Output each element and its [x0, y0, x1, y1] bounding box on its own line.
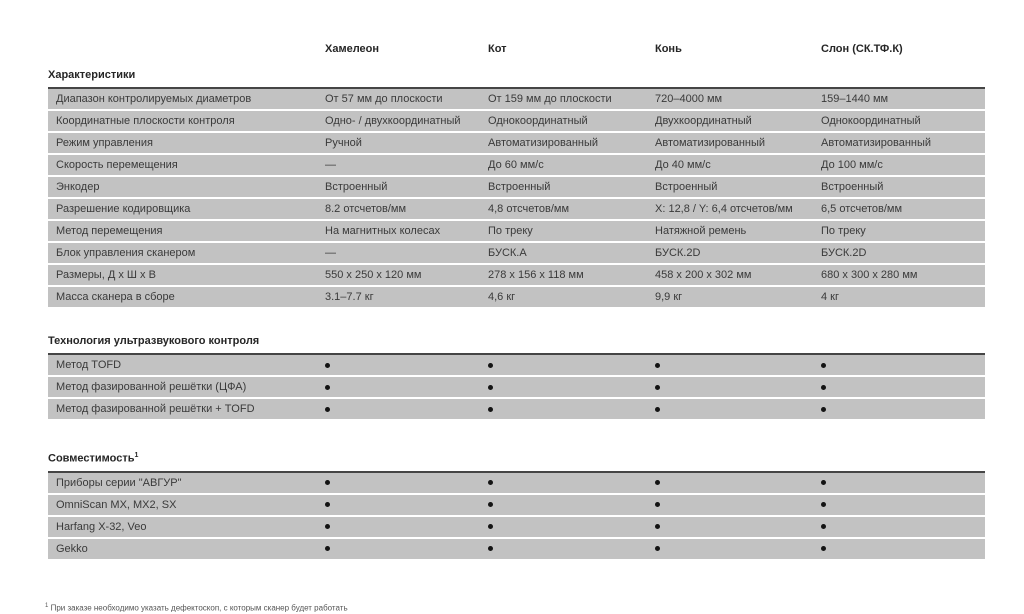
section-title: Технология ультразвукового контроля	[48, 335, 260, 347]
row-label: Размеры, Д х Ш х В	[56, 269, 156, 281]
cell-value	[488, 377, 655, 397]
row-label: OmniScan MX, MX2, SX	[56, 498, 177, 511]
cell-value	[488, 517, 655, 537]
table-row	[48, 89, 985, 109]
row-label: Метод фазированной решётки + TOFD	[56, 403, 255, 415]
cell-value: От 159 мм до плоскости	[488, 93, 612, 105]
cell-value: До 100 мм/с	[821, 159, 883, 171]
section-body	[48, 353, 985, 419]
table-row	[48, 377, 985, 397]
row-label: Gekko	[56, 542, 88, 555]
cell-value: БУСК.2D	[655, 247, 701, 259]
support-dot-icon	[655, 363, 660, 368]
table-row	[48, 473, 985, 493]
support-dot-icon	[821, 502, 826, 507]
cell-value: До 60 мм/с	[488, 159, 544, 171]
cell-value: Однокоординатный	[821, 115, 921, 127]
cell-value: Встроенный	[488, 181, 551, 193]
table-sections	[48, 69, 985, 559]
cell-value: БУСК.2D	[821, 247, 867, 259]
table-row	[48, 133, 985, 153]
table-section	[48, 335, 985, 419]
cell-value	[488, 495, 655, 515]
cell-value	[488, 473, 655, 493]
row-label: Harfang X-32, Veo	[56, 520, 147, 533]
cell-value: Встроенный	[655, 181, 718, 193]
cell-value: По треку	[488, 225, 533, 237]
cell-value: БУСК.А	[488, 247, 527, 259]
cell-value: Автоматизированный	[655, 137, 766, 149]
support-dot-icon	[655, 480, 660, 485]
cell-value	[655, 399, 821, 419]
support-dot-icon	[821, 546, 826, 551]
table-row	[48, 265, 985, 285]
cell-value	[655, 473, 821, 493]
support-dot-icon	[821, 363, 826, 368]
support-dot-icon	[325, 385, 330, 390]
row-label: Метод TOFD	[56, 359, 122, 371]
cell-value: Одно- / двухкоординатный	[325, 115, 461, 127]
footnote	[45, 601, 985, 614]
cell-value: Двухкоординатный	[655, 115, 752, 127]
cell-value: Автоматизированный	[488, 137, 599, 149]
row-label: Координатные плоскости контроля	[56, 115, 235, 127]
row-label: Скорость перемещения	[56, 159, 178, 171]
section-title-footnote-marker: 1	[134, 452, 139, 459]
support-dot-icon	[655, 502, 660, 507]
cell-value	[655, 495, 821, 515]
cell-value	[821, 399, 985, 419]
cell-value	[821, 473, 985, 493]
table-row	[48, 355, 985, 375]
section-body	[48, 471, 985, 559]
support-dot-icon	[325, 546, 330, 551]
section-body	[48, 87, 985, 307]
support-dot-icon	[821, 385, 826, 390]
cell-value: 680 x 300 x 280 мм	[821, 269, 918, 281]
cell-value: Однокоординатный	[488, 115, 588, 127]
cell-value	[821, 517, 985, 537]
product-column-header: Хамелеон	[325, 43, 380, 55]
cell-value	[821, 539, 985, 559]
support-dot-icon	[488, 480, 493, 485]
cell-value	[821, 377, 985, 397]
support-dot-icon	[488, 363, 493, 368]
table-row	[48, 111, 985, 131]
comparison-table	[48, 42, 985, 559]
table-row	[48, 517, 985, 537]
support-dot-icon	[488, 502, 493, 507]
support-dot-icon	[655, 546, 660, 551]
table-section	[48, 69, 985, 307]
support-dot-icon	[325, 363, 330, 368]
cell-value: 458 x 200 x 302 мм	[655, 269, 752, 281]
cell-value	[325, 495, 488, 515]
row-label: Метод перемещения	[56, 225, 163, 237]
cell-value	[325, 473, 488, 493]
cell-value	[488, 539, 655, 559]
cell-value: —	[325, 247, 336, 259]
cell-value: 278 x 156 x 118 мм	[488, 269, 584, 281]
row-label: Метод фазированной решётки (ЦФА)	[56, 381, 247, 393]
cell-value: 550 x 250 x 120 мм	[325, 269, 422, 281]
support-dot-icon	[325, 480, 330, 485]
support-dot-icon	[655, 524, 660, 529]
table-row	[48, 287, 985, 307]
support-dot-icon	[488, 385, 493, 390]
table-row	[48, 177, 985, 197]
table-row	[48, 155, 985, 175]
cell-value: До 40 мм/с	[655, 159, 711, 171]
support-dot-icon	[655, 407, 660, 412]
support-dot-icon	[821, 524, 826, 529]
cell-value	[325, 517, 488, 537]
cell-value	[488, 355, 655, 375]
table-row	[48, 243, 985, 263]
cell-value: 8.2 отсчетов/мм	[325, 203, 407, 215]
row-label: Энкодер	[56, 181, 100, 193]
support-dot-icon	[325, 502, 330, 507]
table-row	[48, 495, 985, 515]
support-dot-icon	[325, 524, 330, 529]
cell-value: 6,5 отсчетов/мм	[821, 203, 903, 215]
row-label: Блок управления сканером	[56, 247, 196, 259]
cell-value	[655, 517, 821, 537]
cell-value	[325, 399, 488, 419]
cell-value: 720–4000 мм	[655, 93, 723, 105]
product-column-header: Конь	[655, 43, 682, 55]
section-title: Совместимость$^1$	[48, 452, 139, 465]
cell-value: —	[325, 159, 336, 171]
row-label: Разрешение кодировщика	[56, 203, 191, 215]
footnote-marker: 1	[45, 602, 49, 609]
cell-value: 4 кг	[821, 291, 839, 303]
table-row	[48, 199, 985, 219]
cell-value: Натяжной ремень	[655, 225, 747, 237]
cell-value	[488, 399, 655, 419]
cell-value	[655, 355, 821, 375]
row-label: Масса сканера в сборе	[56, 291, 175, 303]
support-dot-icon	[655, 385, 660, 390]
footnote-text: При заказе необходимо указать дефектоскоп, с которым сканер будет работать	[50, 603, 348, 613]
cell-value: X: 12,8 / Y: 6,4 отсчетов/мм	[655, 203, 793, 215]
cell-value	[655, 539, 821, 559]
cell-value	[821, 355, 985, 375]
support-dot-icon	[488, 524, 493, 529]
support-dot-icon	[821, 407, 826, 412]
table-row	[48, 399, 985, 419]
cell-value	[325, 355, 488, 375]
section-title: Характеристики	[48, 69, 136, 81]
row-label: Диапазон контролируемых диаметров	[56, 93, 252, 105]
cell-value	[325, 539, 488, 559]
table-row	[48, 539, 985, 559]
cell-value: Встроенный	[821, 181, 884, 193]
support-dot-icon	[821, 480, 826, 485]
support-dot-icon	[325, 407, 330, 412]
cell-value: От 57 мм до плоскости	[325, 93, 443, 105]
table-row	[48, 221, 985, 241]
row-label: Режим управления	[56, 137, 153, 149]
support-dot-icon	[488, 407, 493, 412]
support-dot-icon	[488, 546, 493, 551]
cell-value: 4,6 кг	[488, 291, 516, 303]
row-label-header-blank	[48, 42, 325, 56]
column-header-row	[48, 42, 985, 56]
cell-value: 9,9 кг	[655, 291, 683, 303]
cell-value	[821, 495, 985, 515]
cell-value: 4,8 отсчетов/мм	[488, 203, 570, 215]
cell-value: По треку	[821, 225, 866, 237]
product-column-header: Слон (СК.ТФ.К)	[821, 43, 903, 55]
cell-value: Ручной	[325, 137, 362, 149]
row-label: Приборы серии "АВГУР"	[56, 476, 182, 489]
cell-value: 159–1440 мм	[821, 93, 889, 105]
cell-value	[655, 377, 821, 397]
cell-value: 3.1–7.7 кг	[325, 291, 374, 303]
table-section	[48, 449, 985, 559]
cell-value: На магнитных колесах	[325, 225, 441, 237]
cell-value: Автоматизированный	[821, 137, 932, 149]
cell-value: Встроенный	[325, 181, 388, 193]
product-column-header: Кот	[488, 43, 507, 55]
cell-value	[325, 377, 488, 397]
